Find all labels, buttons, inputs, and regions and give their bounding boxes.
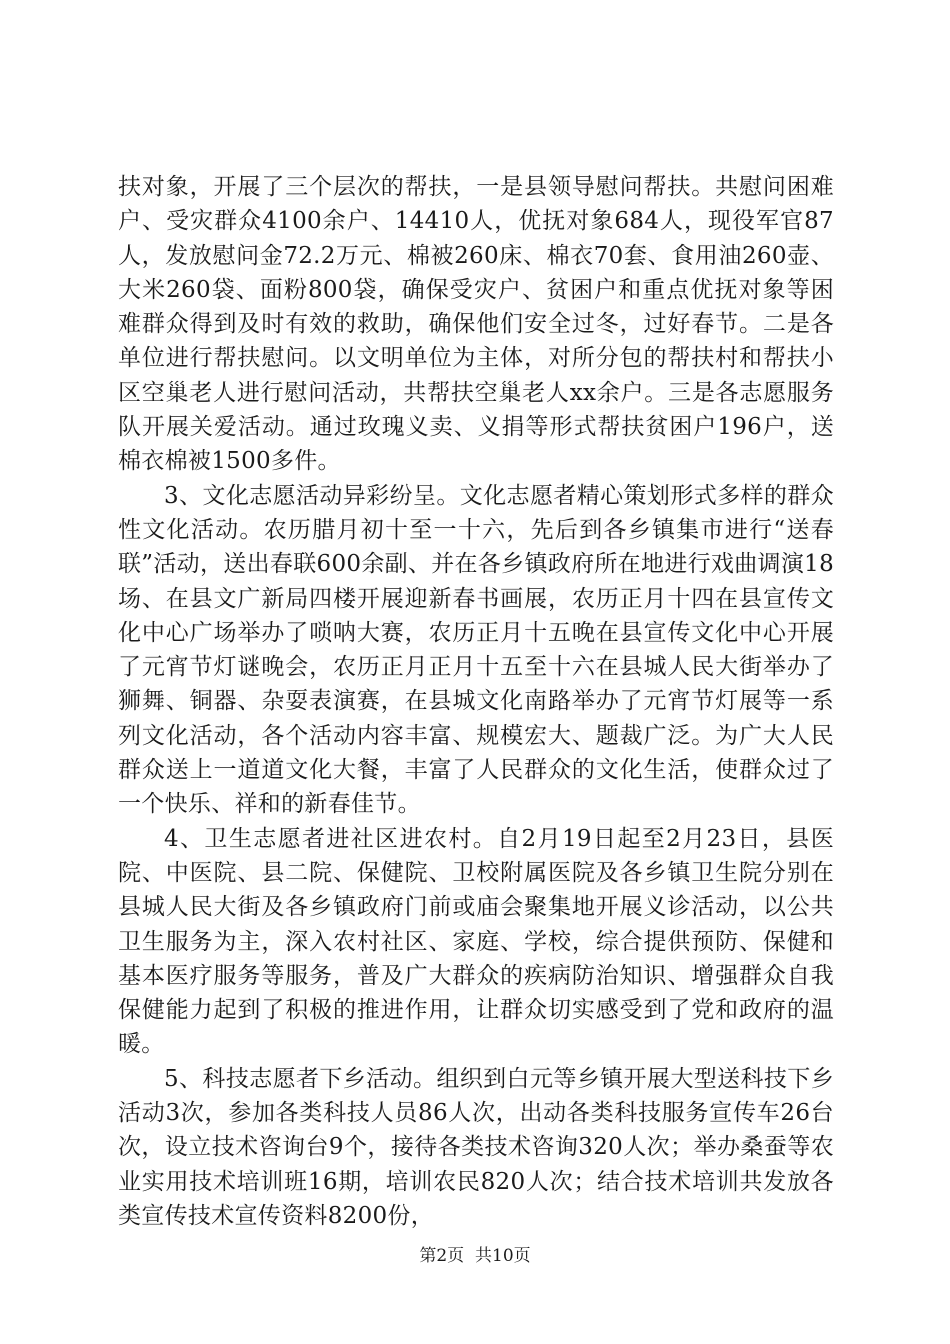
document-body xyxy=(118,170,834,1233)
paragraph-4: 5、科技志愿者下乡活动。组织到白元等乡镇开展大型送科技下乡活动3次，参加各类科技人员86人次，出动各类科技服务宣传车26台次，设立技术咨询台9个，接待各类技术咨询320人次；举办桑蚕等农业实用技术培训班16期，培训农民820人次；结合技术培训共发放各类宣传技术宣传资料8200份， xyxy=(118,1065,834,1229)
paragraph-1: 扶对象，开展了三个层次的帮扶，一是县领导慰问帮扶。共慰问困难户、受灾群众4100余户、14410人，优抚对象684人，现役军官87人，发放慰问金72.2万元、棉被260床、棉衣70套、食用油260壶、大米260袋、面粉800袋，确保受灾户、贫困户和重点优抚对象等困难群众得到及时有效的救助，确保他们安全过冬，过好春节。二是各单位进行帮扶慰问。以文明单位为主体，对所分包的帮扶村和帮扶小区空巢老人进行慰问活动，共帮扶空巢老人xx余户。三是各志愿服务队开展关爱活动。通过玫瑰义卖、义捐等形式帮扶贫困户196户，送棉衣棉被1500多件。 xyxy=(118,174,834,475)
paragraph-2: 3、文化志愿活动异彩纷呈。文化志愿者精心策划形式多样的群众性文化活动。农历腊月初十至一十六，先后到各乡镇集市进行“送春联”活动，送出春联600余副、并在各乡镇政府所在地进行戏曲调演18场、在县文广新局四楼开展迎新春书画展，农历正月十四在县宣传文化中心广场举办了唢呐大赛，农历正月十五晚在县宣传文化中心开展了元宵节灯谜晚会，农历正月正月十五至十六在县城人民大街举办了狮舞、铜器、杂耍表演赛，在县城文化南路举办了元宵节灯展等一系列文化活动，各个活动内容丰富、规模宏大、题裁广泛。为广大人民群众送上一道道文化大餐，丰富了人民群众的文化生活，使群众过了一个快乐、祥和的新春佳节。 xyxy=(118,482,834,818)
paragraph-3: 4、卫生志愿者进社区进农村。自2月19日起至2月23日，县医院、中医院、县二院、保健院、卫校附属医院及各乡镇卫生院分别在县城人民大街及各乡镇政府门前或庙会聚集地开展义诊活动，以公共卫生服务为主，深入农村社区、家庭、学校，综合提供预防、保健和基本医疗服务等服务，普及广大群众的疾病防治知识、增强群众自我保健能力起到了积极的推进作用，让群众切实感受到了党和政府的温暖。 xyxy=(118,825,834,1058)
page-footer xyxy=(0,1241,950,1266)
footer-spacer xyxy=(464,1246,475,1266)
page-number: 第2页 xyxy=(419,1246,465,1266)
page-total: 共10页 xyxy=(475,1246,531,1266)
